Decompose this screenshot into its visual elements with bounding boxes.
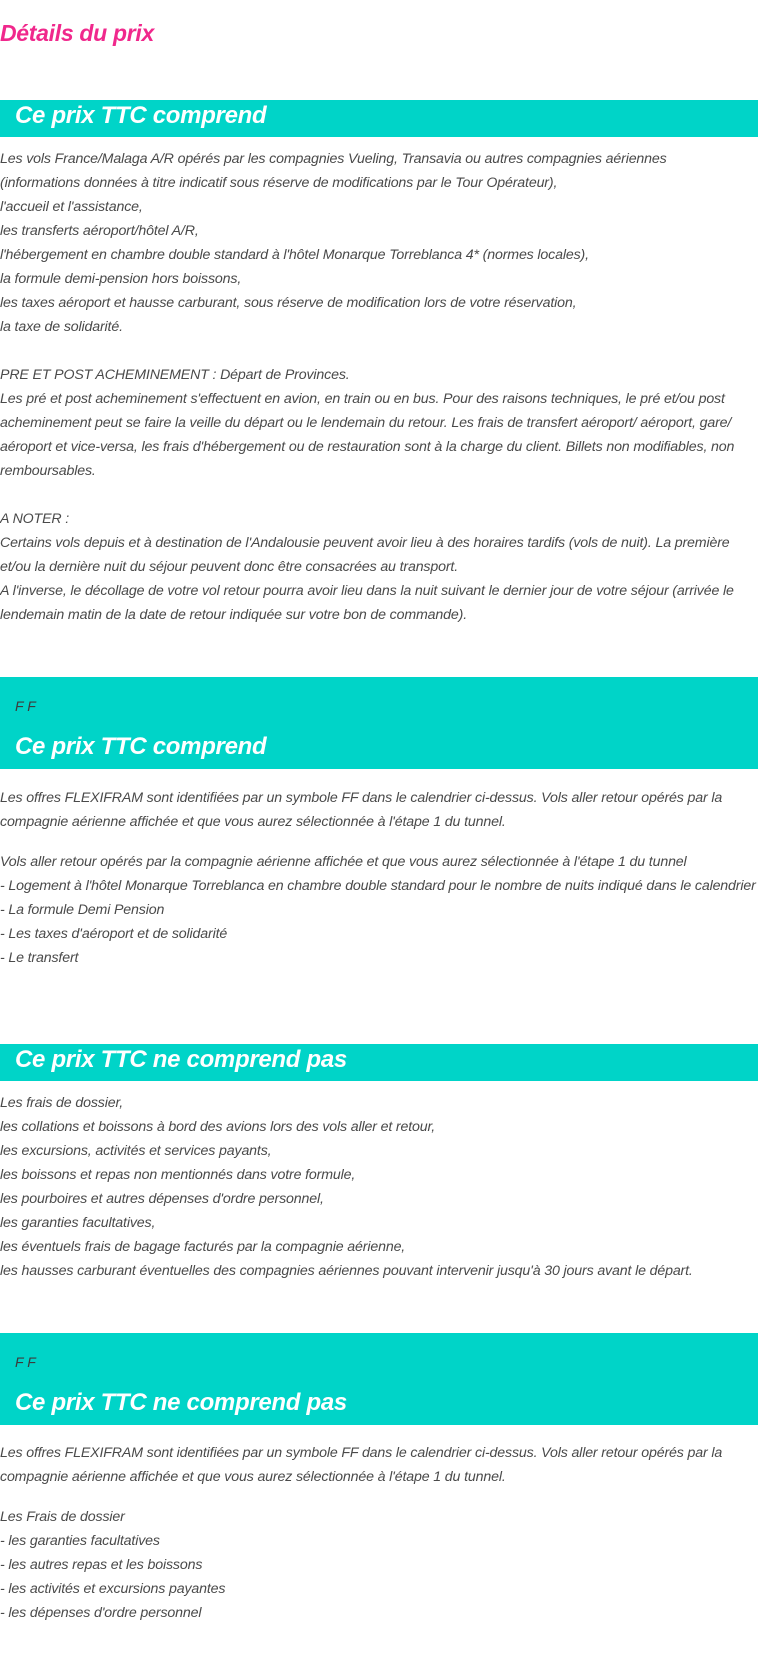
list-item: les transferts aéroport/hôtel A/R, xyxy=(0,223,199,239)
list-item: - les garanties facultatives xyxy=(0,1533,160,1549)
list-item: - Le transfert xyxy=(0,950,79,966)
list-item: les taxes aéroport et hausse carburant, sous réserve de modification lors de votre réservation, xyxy=(0,295,577,311)
list-item: - les dépenses d'ordre personnel xyxy=(0,1605,202,1621)
list-item: Les Frais de dossier xyxy=(0,1509,125,1525)
list-item: les hausses carburant éventuelles des compagnies aériennes pouvant intervenir jusqu'à 30 jours avant le départ. xyxy=(0,1263,693,1279)
list-item: les pourboires et autres dépenses d'ordre personnel, xyxy=(0,1191,324,1207)
list-item: les excursions, activités et services payants, xyxy=(0,1143,272,1159)
pre-post-heading: PRE ET POST ACHEMINEMENT : Départ de Provinces. xyxy=(0,367,350,383)
pre-post-text: Les pré et post acheminement s'effectuent en avion, en train ou en bus. Pour des raisons techniques, le pré et/ou post acheminement peut se faire la veille du départ ou le lendemain du retour. Les frais de transfert aéroport/ aéroport, gare/ aéroport et vice-versa, les frais d'hébergement ou de restauration sont à la charge du client. Billets non modifiables, non remboursables. xyxy=(0,391,735,479)
section-title-excludes: Ce prix TTC ne comprend pas xyxy=(15,1046,347,1073)
list-item: les boissons et repas non mentionnés dans votre formule, xyxy=(0,1167,356,1183)
section-title-ff-includes: Ce prix TTC comprend xyxy=(15,733,267,760)
ff-intro: Les offres FLEXIFRAM sont identifiées par un symbole FF dans le calendrier ci-dessus. Vols aller retour opérés par la compagnie aérienne affichée et que vous aurez sélectionnée à l'étape 1 du tunnel. xyxy=(0,790,723,830)
list-item: l'hébergement en chambre double standard à l'hôtel Monarque Torreblanca 4* (normes locales), xyxy=(0,247,589,263)
page-title: Détails du prix xyxy=(0,20,154,46)
list-item: Les vols France/Malaga A/R opérés par les compagnies Vueling, Transavia ou autres compagnies aériennes xyxy=(0,151,667,167)
list-item: la formule demi-pension hors boissons, xyxy=(0,271,242,287)
section-title-ff-excludes: Ce prix TTC ne comprend pas xyxy=(15,1389,347,1416)
section-header-ff-includes xyxy=(0,677,758,769)
section-title-includes: Ce prix TTC comprend xyxy=(15,102,267,129)
ff-excludes-list xyxy=(0,1441,758,1625)
list-item: les éventuels frais de bagage facturés par la compagnie aérienne, xyxy=(0,1239,406,1255)
note-text: Certains vols depuis et à destination de l'Andalousie peuvent avoir lieu à des horaires tardifs (vols de nuit). La première et/ou la dernière nuit du séjour peuvent donc être consacrées au transport. xyxy=(0,535,730,575)
list-item: (informations données à titre indicatif sous réserve de modifications par le Tour Opérateur), xyxy=(0,175,558,191)
list-item: les collations et boissons à bord des avions lors des vols aller et retour, xyxy=(0,1119,436,1135)
ff-badge: F F xyxy=(15,1354,36,1370)
list-item: - les activités et excursions payantes xyxy=(0,1581,226,1597)
list-item: - Les taxes d'aéroport et de solidarité xyxy=(0,926,228,942)
ff-includes-list xyxy=(0,786,758,970)
note-heading: A NOTER : xyxy=(0,511,70,527)
includes-list xyxy=(0,147,758,627)
section-header-excludes xyxy=(0,1044,758,1081)
list-item: - Logement à l'hôtel Monarque Torreblanca en chambre double standard pour le nombre de nuits indiqué dans le calendrier xyxy=(0,878,756,894)
list-item: - les autres repas et les boissons xyxy=(0,1557,203,1573)
list-item: - La formule Demi Pension xyxy=(0,902,165,918)
note-text: A l'inverse, le décollage de votre vol retour pourra avoir lieu dans la nuit suivant le dernier jour de votre séjour (arrivée le lendemain matin de la date de retour indiquée sur votre bon de commande). xyxy=(0,583,734,623)
list-item: Les frais de dossier, xyxy=(0,1095,124,1111)
list-item: Vols aller retour opérés par la compagnie aérienne affichée et que vous aurez sélectionnée à l'étape 1 du tunnel xyxy=(0,854,687,870)
list-item: les garanties facultatives, xyxy=(0,1215,156,1231)
ff-intro: Les offres FLEXIFRAM sont identifiées par un symbole FF dans le calendrier ci-dessus. Vols aller retour opérés par la compagnie aérienne affichée et que vous aurez sélectionnée à l'étape 1 du tunnel. xyxy=(0,1445,723,1485)
section-header-ff-excludes xyxy=(0,1333,758,1425)
ff-badge: F F xyxy=(15,698,36,714)
list-item: l'accueil et l'assistance, xyxy=(0,199,143,215)
section-header-includes xyxy=(0,100,758,137)
list-item: la taxe de solidarité. xyxy=(0,319,123,335)
excludes-list xyxy=(0,1091,758,1283)
